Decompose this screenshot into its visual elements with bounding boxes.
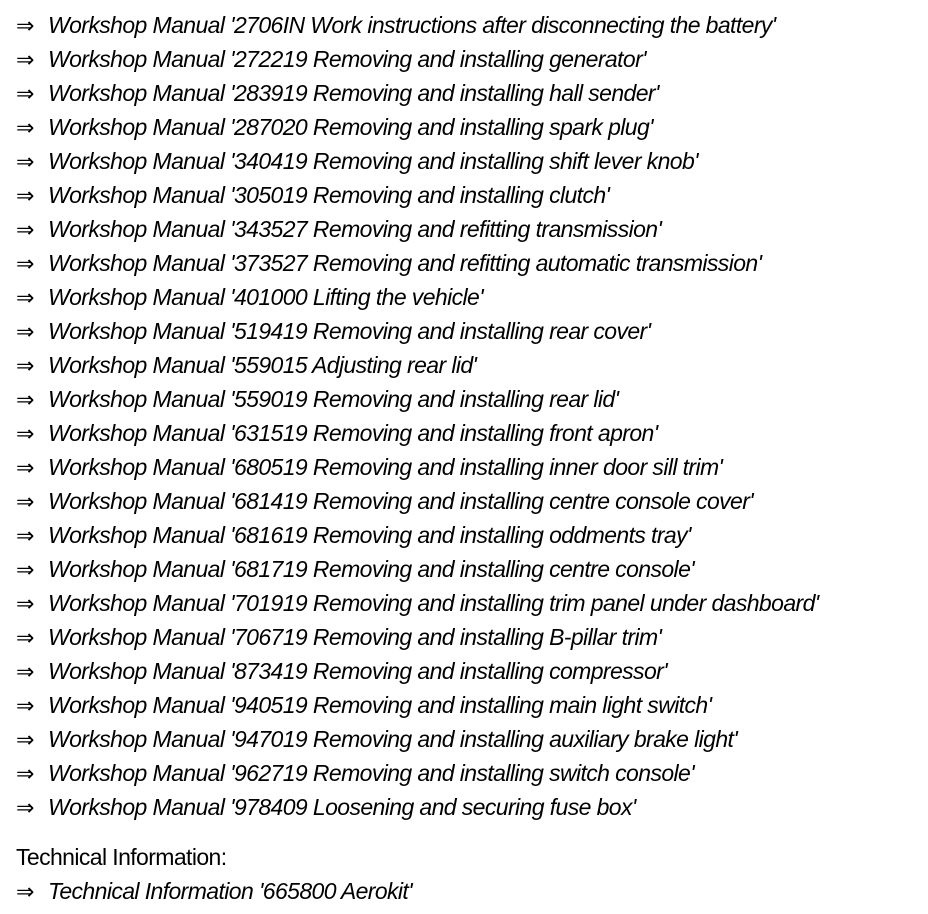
reference-link[interactable] [16,178,916,212]
arrow-right-icon: ⇒ [16,183,34,208]
reference-text[interactable]: Workshop Manual '272219 Removing and installing generator' [48,46,646,72]
reference-text[interactable]: Workshop Manual '283919 Removing and installing hall sender' [48,80,659,106]
technical-information-heading: Technical Information: [16,844,227,870]
reference-link[interactable] [16,874,916,908]
arrow-right-icon: ⇒ [16,115,34,140]
reference-text[interactable]: Workshop Manual '343527 Removing and refitting transmission' [48,216,662,242]
reference-text[interactable]: Workshop Manual '631519 Removing and installing front apron' [48,420,658,446]
reference-text[interactable]: Workshop Manual '340419 Removing and installing shift lever knob' [48,148,698,174]
technical-information-references [16,874,916,908]
reference-text[interactable]: Workshop Manual '2706IN Work instructions after disconnecting the battery' [48,12,776,38]
reference-link[interactable] [16,756,916,790]
arrow-right-icon: ⇒ [16,13,34,38]
reference-text[interactable]: Workshop Manual '401000 Lifting the vehicle' [48,284,483,310]
reference-text[interactable]: Workshop Manual '701919 Removing and installing trim panel under dashboard' [48,590,819,616]
arrow-right-icon: ⇒ [16,47,34,72]
reference-link[interactable] [16,586,916,620]
reference-text[interactable]: Workshop Manual '681419 Removing and installing centre console cover' [48,488,754,514]
reference-link[interactable] [16,416,916,450]
reference-link[interactable] [16,484,916,518]
arrow-right-icon: ⇒ [16,557,34,582]
reference-text[interactable]: Workshop Manual '706719 Removing and installing B-pillar trim' [48,624,662,650]
reference-link[interactable] [16,246,916,280]
reference-text[interactable]: Workshop Manual '978409 Loosening and securing fuse box' [48,794,636,820]
reference-link[interactable] [16,790,916,824]
workshop-manual-references [16,8,916,824]
reference-link[interactable] [16,688,916,722]
reference-link[interactable] [16,382,916,416]
reference-text[interactable]: Workshop Manual '373527 Removing and refitting automatic transmission' [48,250,762,276]
reference-text[interactable]: Workshop Manual '873419 Removing and installing compressor' [48,658,667,684]
reference-link[interactable] [16,110,916,144]
arrow-right-icon: ⇒ [16,591,34,616]
arrow-right-icon: ⇒ [16,149,34,174]
reference-text[interactable]: Workshop Manual '680519 Removing and installing inner door sill trim' [48,454,723,480]
document-body [16,8,916,908]
reference-link[interactable] [16,518,916,552]
reference-text[interactable]: Workshop Manual '681719 Removing and installing centre console' [48,556,695,582]
arrow-right-icon: ⇒ [16,879,34,904]
arrow-right-icon: ⇒ [16,285,34,310]
reference-text[interactable]: Workshop Manual '940519 Removing and installing main light switch' [48,692,712,718]
reference-link[interactable] [16,654,916,688]
reference-text[interactable]: Workshop Manual '559015 Adjusting rear lid' [48,352,477,378]
reference-link[interactable] [16,280,916,314]
reference-link[interactable] [16,348,916,382]
arrow-right-icon: ⇒ [16,727,34,752]
reference-link[interactable] [16,450,916,484]
reference-text[interactable]: Technical Information '665800 Aerokit' [48,878,413,904]
reference-text[interactable]: Workshop Manual '519419 Removing and installing rear cover' [48,318,651,344]
arrow-right-icon: ⇒ [16,523,34,548]
reference-text[interactable]: Workshop Manual '287020 Removing and installing spark plug' [48,114,653,140]
reference-link[interactable] [16,8,916,42]
reference-text[interactable]: Workshop Manual '962719 Removing and installing switch console' [48,760,695,786]
arrow-right-icon: ⇒ [16,455,34,480]
reference-link[interactable] [16,212,916,246]
arrow-right-icon: ⇒ [16,795,34,820]
reference-link[interactable] [16,722,916,756]
arrow-right-icon: ⇒ [16,319,34,344]
reference-link[interactable] [16,620,916,654]
reference-link[interactable] [16,552,916,586]
arrow-right-icon: ⇒ [16,421,34,446]
arrow-right-icon: ⇒ [16,659,34,684]
arrow-right-icon: ⇒ [16,625,34,650]
reference-link[interactable] [16,144,916,178]
reference-text[interactable]: Workshop Manual '559019 Removing and installing rear lid' [48,386,619,412]
arrow-right-icon: ⇒ [16,251,34,276]
arrow-right-icon: ⇒ [16,353,34,378]
reference-text[interactable]: Workshop Manual '305019 Removing and installing clutch' [48,182,610,208]
arrow-right-icon: ⇒ [16,81,34,106]
reference-text[interactable]: Workshop Manual '681619 Removing and installing oddments tray' [48,522,691,548]
arrow-right-icon: ⇒ [16,489,34,514]
reference-link[interactable] [16,76,916,110]
reference-link[interactable] [16,314,916,348]
arrow-right-icon: ⇒ [16,693,34,718]
reference-link[interactable] [16,42,916,76]
arrow-right-icon: ⇒ [16,217,34,242]
reference-text[interactable]: Workshop Manual '947019 Removing and installing auxiliary brake light' [48,726,738,752]
arrow-right-icon: ⇒ [16,387,34,412]
arrow-right-icon: ⇒ [16,761,34,786]
